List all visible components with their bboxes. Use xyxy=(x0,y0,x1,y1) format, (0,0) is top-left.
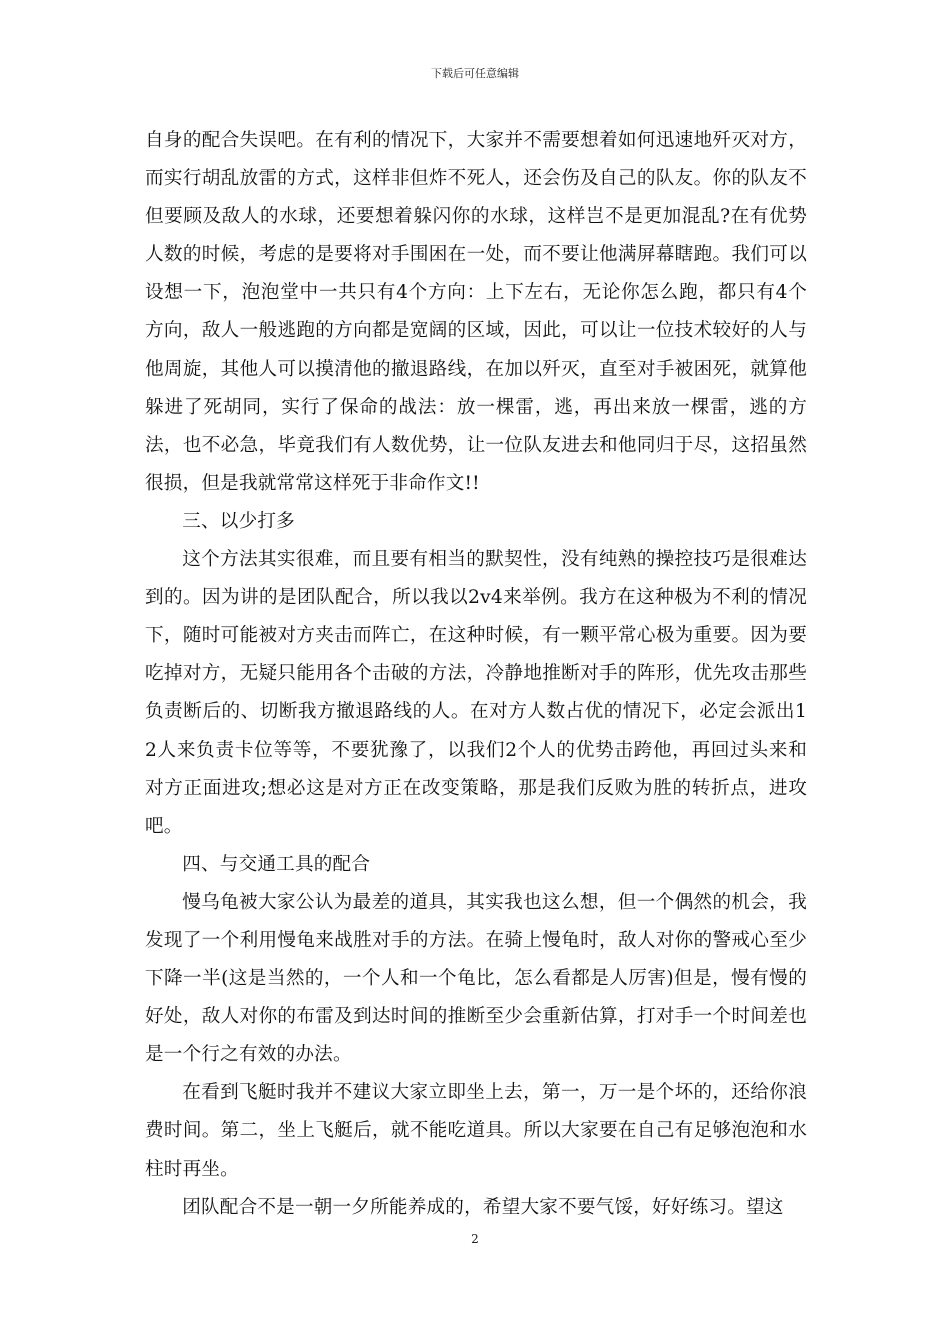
paragraph-closing: 团队配合不是一朝一夕所能养成的，希望大家不要气馁，好好练习。望这 xyxy=(182,1196,784,1218)
section-heading-4: 四、与交通工具的配合 xyxy=(182,853,371,875)
page-number: 2 xyxy=(471,1232,479,1246)
paragraph-slow-turtle: 慢乌龟被大家公认为最差的道具，其实我也这么想，但一个偶然的机会，我发现了一个利用慢龟来战胜对手的方法。在骑上慢龟时，敌人对你的警戒心至少下降一半(这是当然的，一个人和一个龟比，怎么看都是人厉害)但是，慢有慢的好处，敌人对你的布雷及到达时间的推断至少会重新估算，打对手一个时间差也是一个行之有效的办法。 xyxy=(145,891,807,1066)
paragraph-continuation: 自身的配合失误吧。在有利的情况下，大家并不需要想着如何迅速地歼灭对方，而实行胡乱放雷的方式，这样非但炸不死人，还会伤及自己的队友。你的队友不但要顾及敌人的水球，还要想着躲闪你的水球，这样岂不是更加混乱?在有优势人数的时候，考虑的是要将对手围困在一处，而不要让他满屏幕瞎跑。我们可以设想一下，泡泡堂中一共只有4个方向：上下左右，无论你怎么跑，都只有4个方向，敌人一般逃跑的方向都是宽阔的区域，因此，可以让一位技术较好的人与他周旋，其他人可以摸清他的撤退路线，在加以歼灭，直至对手被困死，就算他躲进了死胡同，实行了保命的战法：放一棵雷，逃，再出来放一棵雷，逃的方法，也不必急，毕竟我们有人数优势，让一位队友进去和他同归于尽，这招虽然很损，但是我就常常这样死于非命作文!! xyxy=(145,130,807,494)
paragraph-airship: 在看到飞艇时我并不建议大家立即坐上去，第一，万一是个坏的，还给你浪费时间。第二，坐上飞艇后，就不能吃道具。所以大家要在自己有足够泡泡和水柱时再坐。 xyxy=(145,1082,807,1180)
document-body xyxy=(145,122,807,1227)
section-heading-3: 三、以少打多 xyxy=(182,510,295,532)
paragraph-section-3: 这个方法其实很难，而且要有相当的默契性，没有纯熟的操控技巧是很难达到的。因为讲的是团队配合，所以我以2v4来举例。我方在这种极为不利的情况下，随时可能被对方夹击而阵亡，在这种时候，有一颗平常心极为重要。因为要吃掉对方，无疑只能用各个击破的方法，冷静地推断对手的阵形，优先攻击那些负责断后的、切断我方撤退路线的人。在对方人数占优的情况下，必定会派出12人来负责卡位等等，不要犹豫了，以我们2个人的优势击跨他，再回过头来和对方正面进攻;想必这是对方正在改变策略，那是我们反败为胜的转折点，进攻吧。 xyxy=(145,549,807,837)
page-header: 下载后可任意编辑 xyxy=(431,67,519,80)
